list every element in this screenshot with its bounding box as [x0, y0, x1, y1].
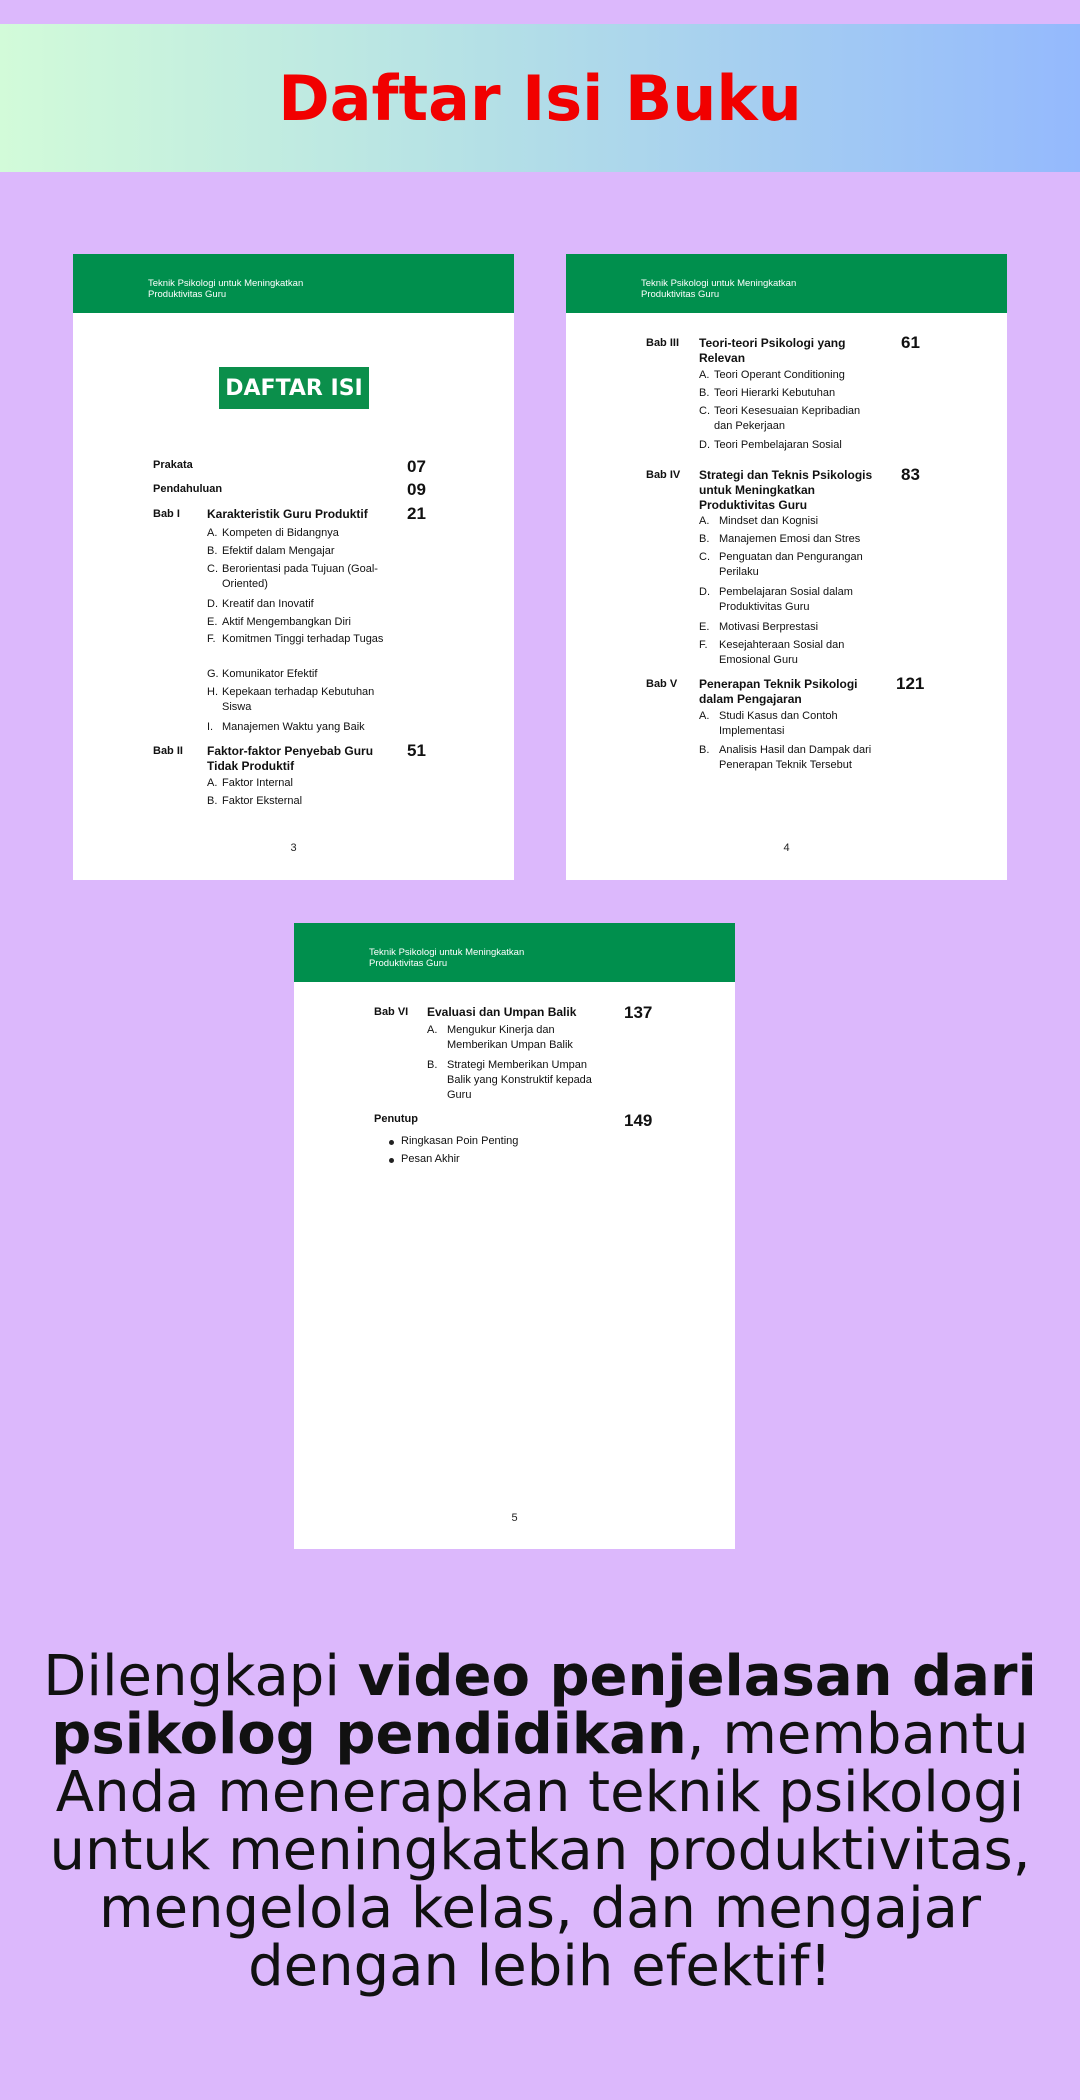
toc-subitem-text: Studi Kasus dan Contoh Implementasi [719, 710, 838, 737]
toc-subitem-letter: A. [207, 527, 218, 539]
toc-subitem-text: Pembelajaran Sosial dalam Produktivitas Guru [719, 586, 853, 613]
toc-subitem-text: Komunikator Efektif [222, 668, 318, 680]
toc-subitem-text: Faktor Internal [222, 777, 293, 789]
toc-subitem-letter: B. [699, 387, 710, 399]
toc-subitem-letter: F. [207, 633, 216, 645]
toc-subitem-letter: G. [207, 668, 219, 680]
bab3-page: 61 [901, 333, 920, 352]
bab4-label: Bab IV [646, 469, 681, 481]
bab6-label: Bab VI [374, 1006, 409, 1018]
banner-title: Daftar Isi Buku [278, 61, 802, 135]
title-banner [0, 24, 1080, 172]
bab6-title: Evaluasi dan Umpan Balik [427, 1005, 577, 1019]
toc-page-2 [566, 254, 1007, 880]
toc-page-3 [294, 923, 735, 1549]
toc-subitem-text: Strategi Memberikan Umpan Balik yang Konstruktif kepada Guru [447, 1059, 592, 1101]
toc-subitem-text: Analisis Hasil dan Dampak dari Penerapan Teknik Tersebut [719, 744, 872, 771]
toc-subitem-letter: B. [699, 744, 710, 756]
bab2-label: Bab II [153, 745, 183, 757]
promo-text-part2: , membantu Anda menerapkan teknik psikologi untuk meningkatkan produktivitas, mengelola kelas, dan mengajar dengan lebih efektif! [49, 1702, 1031, 1999]
promo-text-part1: Dilengkapi [43, 1644, 358, 1709]
toc-subitem-letter: B. [699, 533, 710, 545]
toc-subitem-letter: E. [207, 616, 218, 628]
page-header [566, 254, 1007, 313]
toc-subitem-letter: B. [427, 1059, 438, 1071]
bab1-page: 21 [407, 504, 426, 523]
toc-subitem-text: Teori Operant Conditioning [714, 369, 845, 381]
bab3-title: Teori-teori Psikologi yang Relevan [699, 336, 846, 365]
promo-text-bold: video penjelasan dari psikolog pendidikan [51, 1644, 1037, 1767]
toc-subitem-text: Kompeten di Bidangnya [222, 527, 339, 539]
bullet-icon [389, 1140, 394, 1145]
toc-subitem-letter: D. [699, 586, 710, 598]
toc-subitem-letter: A. [207, 777, 218, 789]
page-number: 4 [783, 842, 790, 854]
prakata-label: Prakata [153, 459, 193, 471]
bab2-title: Faktor-faktor Penyebab Guru Tidak Produktif [207, 744, 374, 773]
bab1-label: Bab I [153, 508, 180, 520]
bab6-page: 137 [624, 1003, 653, 1022]
toc-subitem-text: Teori Kesesuaian Kepribadian dan Pekerjaan [714, 405, 861, 432]
promo-text [40, 1644, 1040, 1999]
toc-subitem-text: Teori Pembelajaran Sosial [714, 439, 842, 451]
penutup-label: Penutup [374, 1113, 418, 1125]
prakata-page: 07 [407, 457, 426, 476]
toc-subitem-text: Manajemen Waktu yang Baik [222, 721, 365, 733]
toc-subitem-text: Komitmen Tinggi terhadap Tugas [222, 633, 384, 645]
toc-subitem-letter: A. [699, 369, 710, 381]
toc-subitem-letter: A. [699, 710, 710, 722]
toc-page-1 [73, 254, 514, 880]
bab4-title: Strategi dan Teknis Psikologis untuk Meningkatkan Produktivitas Guru [699, 468, 873, 512]
bab5-title: Penerapan Teknik Psikologi dalam Pengajaran [699, 677, 858, 706]
toc-subitem-letter: D. [699, 439, 710, 451]
toc-subitem-letter: D. [207, 598, 218, 610]
toc-subitem-letter: B. [207, 545, 218, 557]
bab3-label: Bab III [646, 337, 680, 349]
toc-subitem-text: Berorientasi pada Tujuan (Goal-Oriented) [222, 563, 378, 590]
page-header-text: Teknik Psikologi untuk Meningkatkan Produktivitas Guru [148, 278, 304, 300]
penutup-item: Pesan Akhir [401, 1153, 460, 1165]
toc-subitem-text: Faktor Eksternal [222, 795, 303, 807]
bab2-page: 51 [407, 741, 426, 760]
page-header [73, 254, 514, 313]
toc-subitem-text: Mindset dan Kognisi [719, 515, 819, 527]
bab5-page: 121 [896, 674, 925, 693]
toc-subitem-letter: C. [207, 563, 218, 575]
bab4-page: 83 [901, 465, 920, 484]
toc-subitem-letter: A. [699, 515, 710, 527]
page-number: 5 [511, 1512, 518, 1524]
toc-subitem-letter: H. [207, 686, 218, 698]
toc-subitem-letter: C. [699, 405, 710, 417]
penutup-page: 149 [624, 1111, 653, 1130]
toc-subitem-text: Efektif dalam Mengajar [222, 545, 335, 557]
page-header-text: Teknik Psikologi untuk Meningkatkan Produktivitas Guru [369, 947, 525, 969]
toc-subitem-text: Kepekaan terhadap Kebutuhan Siswa [222, 686, 375, 713]
bullet-icon [389, 1158, 394, 1163]
toc-subitem-letter: A. [427, 1024, 438, 1036]
penutup-item: Ringkasan Poin Penting [401, 1135, 519, 1147]
toc-subitem-text: Kreatif dan Inovatif [222, 598, 314, 610]
toc-subitem-text: Manajemen Emosi dan Stres [719, 533, 861, 545]
toc-subitem-text: Teori Hierarki Kebutuhan [714, 387, 836, 399]
toc-subitem-letter: E. [699, 621, 710, 633]
toc-subitem-text: Penguatan dan Pengurangan Perilaku [719, 551, 863, 578]
toc-subitem-text: Aktif Mengembangkan Diri [222, 616, 352, 628]
daftar-isi-heading: DAFTAR ISI [219, 367, 369, 409]
bab1-title: Karakteristik Guru Produktif [207, 507, 368, 521]
toc-subitem-text: Motivasi Berprestasi [719, 621, 819, 633]
bab5-label: Bab V [646, 678, 678, 690]
pendahuluan-label: Pendahuluan [153, 483, 223, 495]
page-number: 3 [290, 842, 297, 854]
toc-subitem-letter: B. [207, 795, 218, 807]
page-header [294, 923, 735, 982]
page-header-text: Teknik Psikologi untuk Meningkatkan Produktivitas Guru [641, 278, 797, 300]
pendahuluan-page: 09 [407, 480, 426, 499]
toc-subitem-text: Mengukur Kinerja dan Memberikan Umpan Balik [447, 1024, 573, 1051]
toc-subitem-letter: C. [699, 551, 710, 563]
toc-subitem-letter: F. [699, 639, 708, 651]
toc-subitem-text: Kesejahteraan Sosial dan Emosional Guru [719, 639, 845, 666]
toc-subitem-letter: I. [207, 721, 214, 733]
